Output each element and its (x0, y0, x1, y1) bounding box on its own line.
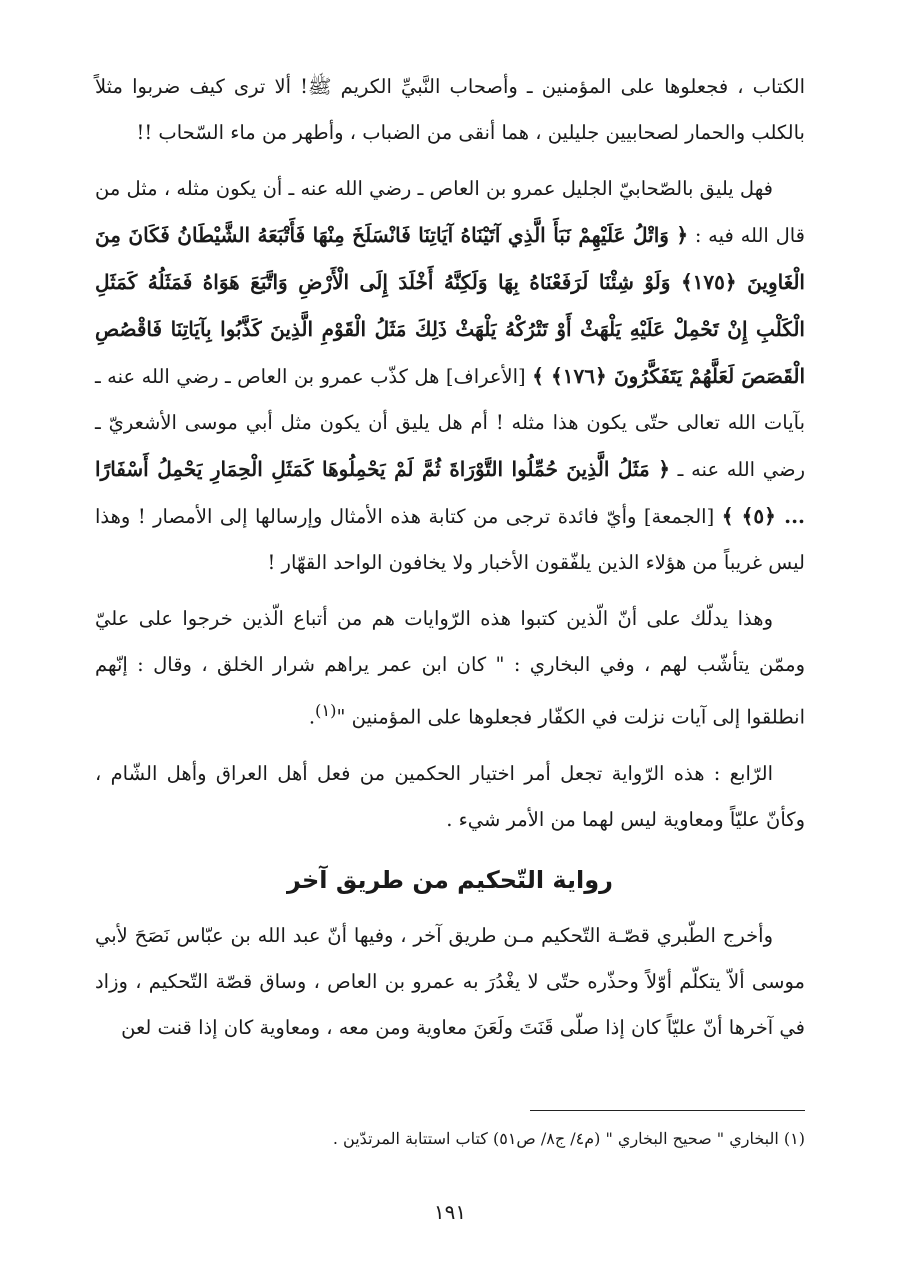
paragraph-1 (95, 64, 805, 156)
quran-verse-jumuah: ﴿ مَثَلُ الَّذِينَ حُمِّلُوا التَّوْرَاةَ ثُمَّ لَمْ يَحْمِلُوهَا كَمَثَلِ الْحِمَارِ يَحْمِلُ أَسْفَارًا ... ﴿٥﴾ ﴾ (95, 457, 805, 528)
footnote: (١) البخاري " صحيح البخاري " (م٤/ ج٨/ ص٥١) كتاب استتابة المرتدّين . (332, 1129, 805, 1148)
paragraph-2-middle: [الأعراف] هل كذّب عمرو بن العاص ـ رضي الله عنه ـ بآيات الله تعالى حتّى يكون هذا مثله ! أم هل يليق أن يكون مثل أبي موسى الأشعريّ ـ رضي الله عنه ـ (95, 365, 805, 481)
paragraph-2 (95, 166, 805, 586)
paragraph-4 (95, 751, 805, 843)
paragraph-3 (95, 596, 805, 741)
paragraph-1-text: الكتاب ، فجعلوها على المؤمنين ـ وأصحاب النَّبيِّ الكريم ﷺ! ألا ترى كيف ضربوا مثلاً بالكلب والحمار لصحابيين جليلين ، هما أنقى من الضباب ، وأطهر من ماء السّحاب !! (95, 75, 805, 144)
paragraph-5 (95, 913, 805, 1051)
page-number: ١٩١ (433, 1200, 467, 1224)
paragraph-2-end: [الجمعة] وأيّ فائدة ترجى من كتابة هذه الأمثال وإرسالها إلى الأمصار ! وهذا ليس غريباً من هؤلاء الذين يلفّقون الأخبار ولا يخافون الواحد القهّار ! (95, 505, 805, 574)
body-text (95, 64, 805, 1061)
footnote-separator (530, 1110, 805, 1111)
footnote-reference: (١) (315, 701, 337, 720)
paragraph-3-text: وهذا يدلّك على أنّ الّذين كتبوا هذه الرّوايات هم من أتباع الّذين خرجوا على عليّ وممّن يتأشّب لهم ، وفي البخاري : " كان ابن عمر يراهم شرار الخلق ، وقال : إنّهم انطلقوا إلى آيات نزلت في الكفّار فجعلوها على المؤمنين " (95, 607, 805, 729)
section-heading: رواية التّحكيم من طريق آخر (287, 865, 613, 894)
quran-verse-araf: ﴿ وَاتْلُ عَلَيْهِمْ نَبَأَ الَّذِي آتَيْنَاهُ آيَاتِنَا فَانْسَلَخَ مِنْهَا فَأَتْبَعَهُ الشَّيْطَانُ فَكَانَ مِنَ الْغَاوِينَ ﴿١٧٥﴾ وَلَوْ شِئْنَا لَرَفَعْنَاهُ بِهَا وَلَكِنَّهُ أَخْلَدَ إِلَى الْأَرْضِ وَاتَّبَعَ هَوَاهُ فَمَثَلُهُ كَمَثَلِ الْكَلْبِ إِنْ تَحْمِلْ عَلَيْهِ يَلْهَثْ أَوْ تَتْرُكْهُ يَلْهَثْ ذَلِكَ مَثَلُ الْقَوْمِ الَّذِينَ كَذَّبُوا بِآيَاتِنَا فَاقْصُصِ الْقَصَصَ لَعَلَّهُمْ يَتَفَكَّرُونَ ﴿١٧٦﴾ ﴾ (95, 223, 806, 388)
paragraph-4-text: الرّابع : هذه الرّواية تجعل أمر اختيار الحكمين من فعل أهل العراق وأهل الشّام ، وكأنّ عليّاً ومعاوية ليس لهما من الأمر شيء . (95, 761, 805, 831)
paragraph-5-text: وأخرج الطّبري قصّـة التّحكيم مـن طريق آخر ، وفيها أنّ عبد الله بن عبّاس نَصَحَ لأبي موسى ألاّ يتكلّم أوّلاً وحذّره حتّى لا يغْدُرَ به عمرو بن العاص ، وساق قصّة التّحكيم ، وزاد في آخرها أنّ عليّاً كان إذا صلّى قَنَتَ ولَعَنَ معاوية ومن معه ، ومعاوية كان إذا قنت لعن (95, 923, 805, 1039)
paragraph-3-end: . (308, 705, 316, 729)
paragraph-2-intro: فهل يليق بالصّحابيّ الجليل عمرو بن العاص ـ رضي الله عنه ـ أن يكون مثله ، مثل من قال الله فيه : (95, 177, 805, 247)
